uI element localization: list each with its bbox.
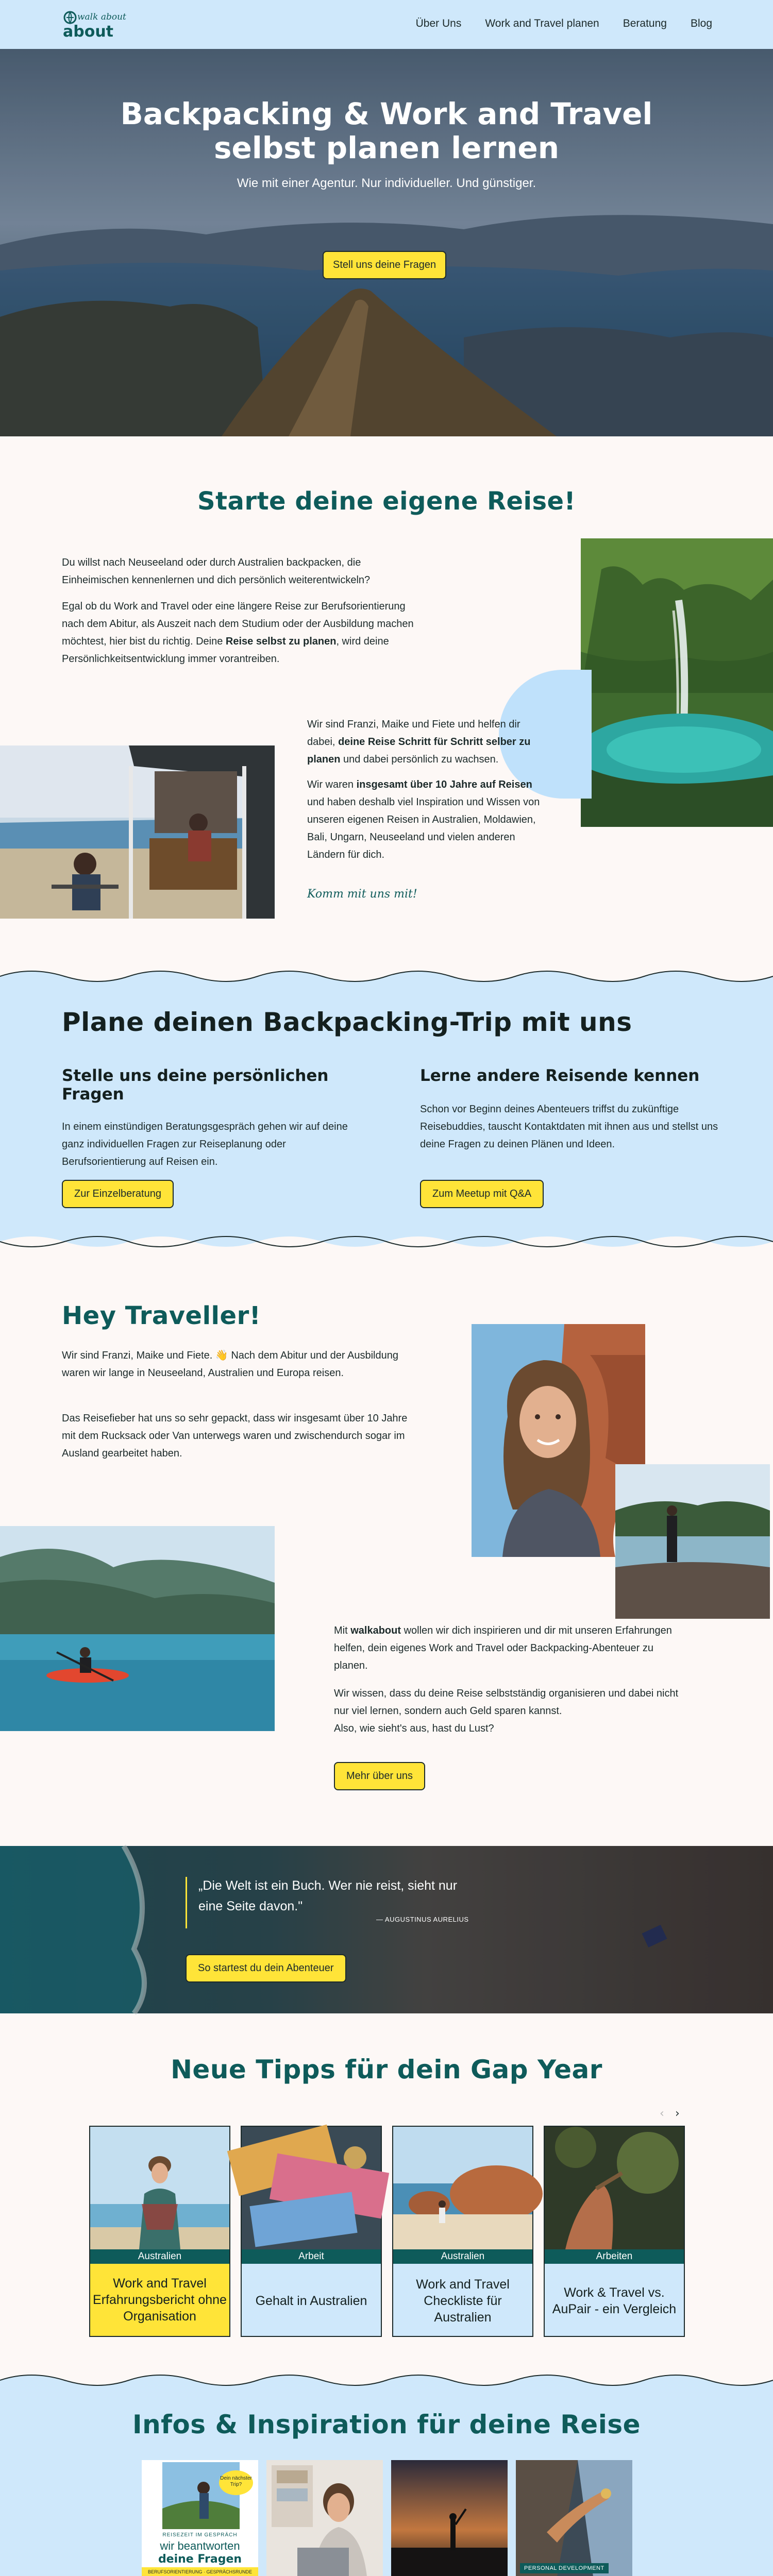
handwritten-signature: Komm mit uns mit! <box>307 888 417 901</box>
start-intro-paragraph: Du willst nach Neuseeland oder durch Australien backpacken, die Einheimischen kennenlernen und dich persönlich weiterentwickeln? <box>62 557 371 586</box>
info-tile[interactable] <box>142 2460 258 2576</box>
tip-card[interactable] <box>544 2126 685 2337</box>
tip-card-category: Australien <box>90 2249 229 2264</box>
tip-card-category: Arbeit <box>242 2249 381 2264</box>
tip-card-image <box>393 2127 532 2249</box>
plan-left-heading-line1: Stelle uns deine persönlichen <box>62 1066 329 1085</box>
mehr-ueber-uns-button[interactable]: Mehr über uns <box>334 1762 425 1790</box>
quote-banner <box>0 1846 773 2013</box>
hero-title-line2: selbst planen lernen <box>213 130 560 165</box>
tip-card[interactable] <box>241 2126 382 2337</box>
quote-accent-line <box>186 1877 187 1928</box>
tip-card-image <box>242 2127 381 2249</box>
traveller-p3-text: Mit <box>334 1625 351 1636</box>
start-paragraph-4 <box>307 776 549 863</box>
start-paragraph-2 <box>62 598 423 668</box>
infos-section-title: Infos & Inspiration für deine Reise <box>132 2410 641 2439</box>
tips-section-title: Neue Tipps für dein Gap Year <box>171 2055 602 2084</box>
info-tile-kicker: REISEZEIT IM GESPRÄCH <box>162 2532 238 2538</box>
traveller-paragraph-3 <box>334 1622 684 1674</box>
plan-left-text: In einem einstündigen Beratungsgespräch gehen wir auf deine ganz individuellen Fragen zur Reiseplanung oder Berufsorientierung auf Reisen ein. <box>62 1121 348 1167</box>
quote-author: — AUGUSTINUS AURELIUS <box>376 1916 469 1923</box>
info-tile-photo <box>516 2460 632 2576</box>
tip-card[interactable] <box>392 2126 533 2337</box>
tip-card-title: Work & Travel vs. AuPair - ein Vergleich <box>552 2285 677 2316</box>
hero-title <box>0 97 773 165</box>
start-paragraph-3 <box>307 716 549 768</box>
start-p2-text: Egal ob du Work and Travel oder eine längere Reise zur Berufsorientierung nach dem Abitur, als Auszeit nach dem Studium oder der Ausbildung machen möchtest, hier bist du richtig. Deine <box>62 601 414 647</box>
main-nav <box>416 18 712 30</box>
plan-right-heading: Lerne andere Reisende kennen <box>420 1066 700 1085</box>
nav-item-blog[interactable]: Blog <box>690 18 712 29</box>
info-tile-badge: Dein nächster Trip? <box>219 2470 253 2495</box>
info-tile-photo <box>391 2460 508 2576</box>
start-p3-text: Wir sind Franzi, Maike und Fiete und helfen dir dabei, <box>307 719 520 748</box>
info-tile-label: PERSONAL DEVELOPMENT <box>520 2563 609 2573</box>
logo-walk-text: walk about <box>77 12 126 22</box>
start-p4-text-end: und haben deshalb viel Inspiration und Wissen von unseren eigenen Reisen in Australien, Moldawien, Bali, Ungarn, Neuseeland und vielen anderen Ländern für dich. <box>307 796 540 860</box>
start-p3-text-end: und dabei persönlich zu wachsen. <box>340 754 499 765</box>
info-tile[interactable] <box>391 2460 508 2576</box>
waterfall-image <box>581 538 773 827</box>
kayak-image <box>0 1526 275 1731</box>
plan-left-heading-line2: Fragen <box>62 1085 124 1104</box>
quote-text: „Die Welt ist ein Buch. Wer nie reist, sieht nur eine Seite davon." <box>198 1878 458 1913</box>
info-tile[interactable] <box>266 2460 383 2576</box>
tip-card-image <box>90 2127 229 2249</box>
tip-card-title: Work and Travel Erfahrungsbericht ohne Organisation <box>90 2264 229 2336</box>
traveller-paragraph-2: Das Reisefieber hat uns so sehr gepackt, dass wir insgesamt über 10 Jahre mit dem Rucksack oder Van unterwegs waren und zwischendurch sogar im Ausland gearbeitet haben. <box>62 1413 408 1459</box>
traveller-paragraph-1: Wir sind Franzi, Maike und Fiete. 👋 Nach dem Abitur und der Ausbildung waren wir lange in Neuseeland, Australien und Europa reisen. <box>62 1350 398 1379</box>
logo[interactable] <box>62 9 126 41</box>
tip-card-title: Work and Travel Checkliste für Australien <box>416 2277 510 2325</box>
campervan-image <box>0 745 275 919</box>
nav-item-ueber-uns[interactable]: Über Uns <box>415 18 462 29</box>
start-p3-bold: deine Reise Schritt für Schritt selber zu planen <box>307 736 531 765</box>
beach-aerial-image <box>0 1846 773 2013</box>
chevron-left-icon[interactable]: ‹ <box>660 2107 664 2120</box>
beach-photo-circle <box>613 1462 768 1617</box>
hero-subtitle: Wie mit einer Agentur. Nur individueller. Und günstiger. <box>237 176 536 190</box>
info-tile-photo <box>266 2460 383 2576</box>
traveller-title: Hey Traveller! <box>62 1301 261 1330</box>
logo-about-text: about <box>63 23 114 41</box>
traveller-paragraph-5: Also, wie sieht's aus, hast du Lust? <box>334 1723 494 1734</box>
tip-card[interactable] <box>89 2126 230 2337</box>
hero-title-line1: Backpacking & Work and Travel <box>120 96 653 131</box>
info-tile-footer: BERUFSORIENTIERUNG · GESPRÄCHSRUNDE <box>142 2567 258 2576</box>
abenteuer-button[interactable]: So startest du dein Abenteuer <box>186 1954 346 1982</box>
infos-section <box>0 2370 773 2576</box>
traveller-p3-text-end: wollen wir dich inspirieren und dir mit unseren Erfahrungen helfen, dein eigenes Work and Travel oder Backpacking-Abenteuer zu planen. <box>334 1625 672 1671</box>
traveller-paragraph-4: Wir wissen, dass du deine Reise selbstständig organisieren und dabei nicht nur viel lernen, sondern auch Geld sparen kannst. <box>334 1688 679 1717</box>
tip-card-title: Gehalt in Australien <box>255 2294 367 2308</box>
start-p2-text-end: , wird deine Persönlichkeitsentwicklung immer vorantreiben. <box>62 636 389 665</box>
tip-card-image <box>545 2127 684 2249</box>
meetup-button[interactable]: Zum Meetup mit Q&A <box>420 1180 544 1208</box>
tip-card-category: Australien <box>393 2249 532 2264</box>
nav-item-work-and-travel[interactable]: Work and Travel planen <box>485 18 599 29</box>
plan-left-heading <box>62 1066 350 1104</box>
info-tile[interactable] <box>516 2460 632 2576</box>
plan-right-text: Schon vor Beginn deines Abenteuers triffst du zukünftige Reisebuddies, tauscht Kontaktdaten mit ihnen aus und stellst uns deine Fragen zu deinen Plänen und Ideen. <box>420 1104 718 1150</box>
einzelberatung-button[interactable]: Zur Einzelberatung <box>62 1180 174 1208</box>
start-p4-text: Wir waren <box>307 779 357 790</box>
info-tile-line3: deine Fragen <box>158 2553 242 2566</box>
start-p2-bold: Reise selbst zu planen <box>225 636 337 647</box>
traveller-p3-bold: walkabout <box>350 1625 401 1636</box>
tip-card-category: Arbeiten <box>545 2249 684 2264</box>
nav-item-beratung[interactable]: Beratung <box>623 18 667 29</box>
plan-section-title: Plane deinen Backpacking-Trip mit uns <box>62 1007 632 1037</box>
start-section-title: Starte deine eigene Reise! <box>197 487 576 516</box>
info-tile-line2: wir beantworten <box>160 2539 240 2552</box>
start-p4-bold: insgesamt über 10 Jahre auf Reisen <box>356 779 532 790</box>
hero-cta-button[interactable]: Stell uns deine Fragen <box>323 251 446 279</box>
chevron-right-icon[interactable]: › <box>675 2107 680 2120</box>
site-header <box>0 0 773 49</box>
